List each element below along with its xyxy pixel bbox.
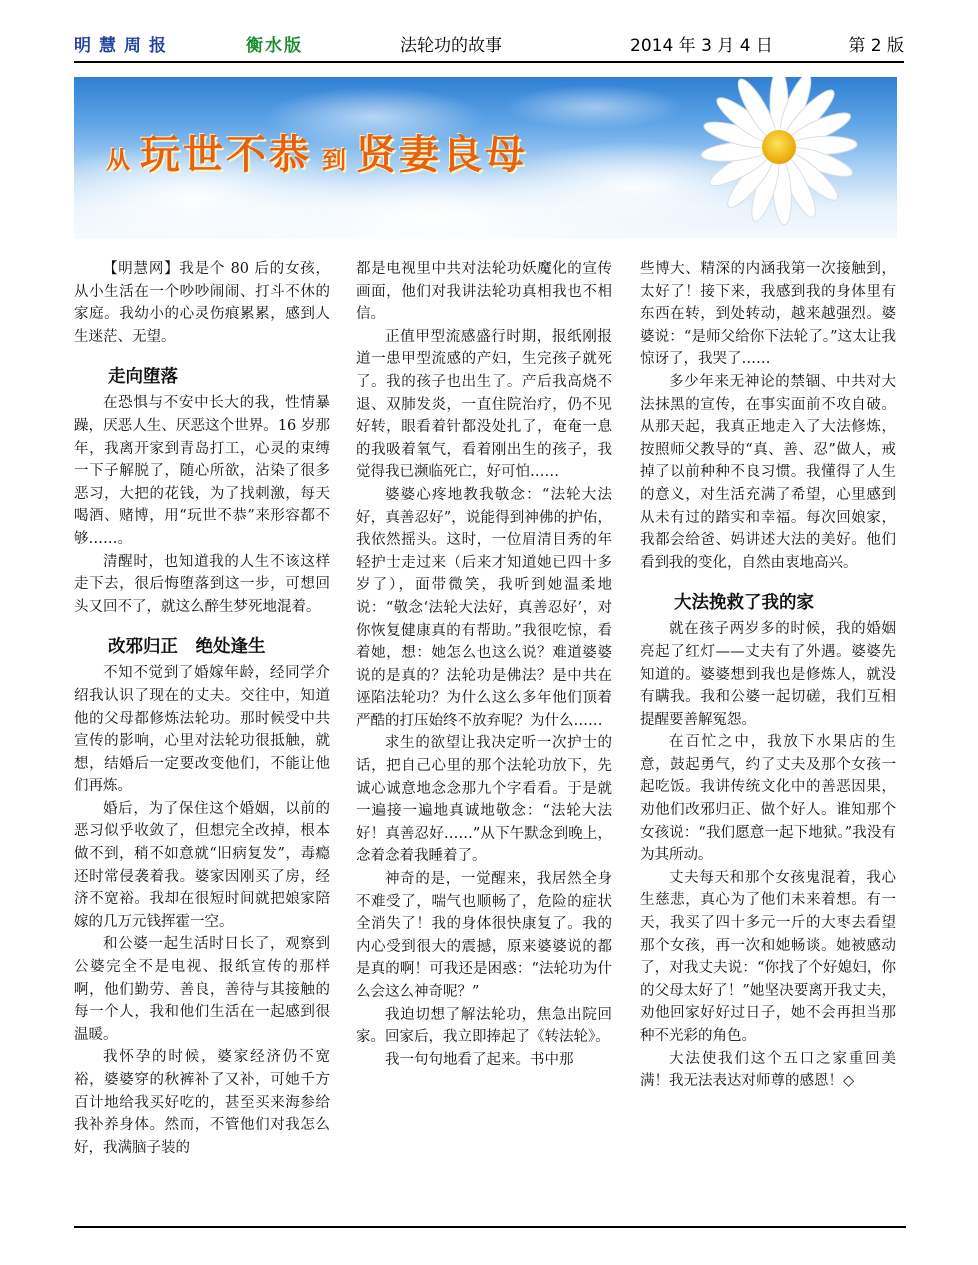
article-column-2 [356, 258, 612, 1071]
issue-date: 2014 年 3 月 4 日 [630, 36, 773, 56]
paragraph: 不知不觉到了婚嫁年龄，经同学介绍我认识了现在的丈夫。交往中，知道他的父母都修炼法轮功。那时候受中共宣传的影响，心里对法轮功很抵触，就想，结婚后一定要改变他们，不能让他们再炼。 [74, 665, 330, 795]
title-part-4: 贤妻良母 [356, 131, 528, 178]
intro-paragraph: 【明慧网】我是个 80 后的女孩，从小生活在一个吵吵闹闹、打斗不休的家庭。我幼小的心灵伤痕累累，感到人生迷茫、无望。 [74, 261, 330, 345]
paragraph: 丈夫每天和那个女孩鬼混着，我心生慈悲，真心为了他们未来着想。有一天，我买了四十多元一斤的大枣去看望那个女孩，再一次和她畅谈。她被感动了，对我丈夫说：“你找了个好媳妇，你的父母太好了！”她坚决要离开我丈夫，劝他回家好好过日子，她不会再担当那种不光彩的角色。 [640, 869, 896, 1044]
header-divider [74, 61, 904, 63]
paper-name: 明慧周报 [74, 36, 174, 56]
page-header [74, 34, 904, 60]
paragraph: 求生的欲望让我决定听一次护士的话，把自己心里的那个法轮功放下，先诚心诚意地念念那九个字看看。于是就一遍接一遍地真诚地敬念：“法轮大法好！真善忍好……”从下午默念到晚上，念着念着我睡着了。 [356, 735, 612, 865]
section-heading-fall: 走向堕落 [108, 367, 178, 388]
paragraph: 我一句句地看了起来。书中那 [385, 1051, 574, 1068]
article-banner [74, 77, 897, 239]
title-part-3: 到 [322, 145, 346, 174]
section-title: 法轮功的故事 [400, 36, 502, 56]
article-column-3 [640, 258, 896, 1093]
paragraph: 大法使我们这个五口之家重回美满！我无法表达对师尊的感恩！◇ [640, 1050, 896, 1090]
title-part-1: 从 [106, 145, 130, 174]
article-title [96, 123, 528, 180]
page-number: 第 2 版 [848, 36, 904, 56]
paragraph-continued: 都是电视里中共对法轮功妖魔化的宣传画面，他们对我讲法轮功真相我也不相信。 [356, 261, 612, 323]
section-heading-turnaround: 改邪归正 绝处逢生 [108, 637, 266, 658]
paragraph: 神奇的是，一觉醒来，我居然全身不难受了，喘气也顺畅了，危险的症状全消失了！我的身体很快康复了。我的内心受到很大的震撼，原来婆婆说的都是真的啊！可我还是困惑：“法轮功为什么会这么神奇呢？” [356, 871, 612, 1000]
paragraph: 就在孩子两岁多的时候，我的婚姻亮起了红灯——丈夫有了外遇。婆婆先知道的。婆婆想到我也是修炼人，就没有瞒我。我和公婆一起切磋，我们互相提醒要善解冤怨。 [640, 621, 896, 728]
paragraph: 婚后，为了保住这个婚姻，以前的恶习似乎收敛了，但想完全改掉，根本做不到，稍不如意就“旧病复发”，毒瘾还时常侵袭着我。婆家因刚买了房，经济不宽裕。我却在很短时间就把娘家陪嫁的几万元钱挥霍一空。 [74, 800, 330, 930]
paragraph: 正值甲型流感盛行时期，报纸刚报道一患甲型流感的产妇，生完孩子就死了。我的孩子也出生了。产后我高烧不退、双肺发炎，一直住院治疗，仍不见好转，眼看着针都没处扎了，奄奄一息的我吸着氧气，看着刚出生的孩子，我觉得我已濒临死亡，好可怕…… [356, 328, 612, 481]
title-part-2: 玩世不恭 [140, 131, 312, 178]
paragraph: 和公婆一起生活时日长了，观察到公婆完全不是电视、报纸宣传的那样啊，他们勤劳、善良，善待与其接触的每一个人，我和他们生活在一起感到很温暖。 [74, 936, 330, 1043]
paragraph: 在百忙之中，我放下水果店的生意，鼓起勇气，约了丈夫及那个女孩一起吃饭。我讲传统文化中的善恶因果，劝他们改邪归正、做个好人。谁知那个女孩说：“我们愿意一起下地狱。”我没有为其所动。 [640, 734, 896, 864]
section-heading-family-saved: 大法挽救了我的家 [674, 593, 814, 614]
paragraph: 我迫切想了解法轮功，焦急出院回家。回家后，我立即捧起了《转法轮》。 [356, 1006, 612, 1046]
paragraph-continued: 些博大、精深的内涵我第一次接触到，太好了！接下来，我感到我的身体里有东西在转，到处转动，越来越强烈。婆婆说：“是师父给你下法轮了。”这太让我惊讶了，我哭了…… [640, 261, 896, 368]
paragraph: 婆婆心疼地教我敬念：“法轮大法好，真善忍好”，说能得到神佛的护佑，我依然摇头。这时，一位眉清目秀的年轻护士走过来（后来才知道她已四十多岁了），面带微笑，我听到她温柔地说：“敬念‘法轮大法好，真善忍好’，对你恢复健康真的有帮助。”我很吃惊，看着她，想：她怎么也这么说？难道婆婆说的是真的？法轮功是佛法？是中共在诬陷法轮功？为什么这么多年他们顶着严酷的打压始终不放弃呢？为什么…… [356, 486, 612, 729]
paragraph: 多少年来无神论的禁锢、中共对大法抹黑的宣传，在事实面前不攻自破。从那天起，我真正地走入了大法修炼，按照师父教导的“真、善、忍”做人，戒掉了以前种种不良习惯。我懂得了人生的意义，对生活充满了希望，心里感到从未有过的踏实和幸福。每次回娘家，我都会给爸、妈讲述大法的美好。他们看到我的变化，自然由衷地高兴。 [640, 373, 896, 571]
footer-divider [74, 1226, 906, 1228]
article-column-1 [74, 258, 330, 1159]
paragraph: 清醒时，也知道我的人生不该这样走下去，很后悔堕落到这一步，可想回头又回不了，就这么醉生梦死地混着。 [74, 553, 330, 615]
edition-name: 衡水版 [246, 36, 303, 56]
paragraph: 在恐惧与不安中长大的我，性情暴躁，厌恶人生、厌恶这个世界。16 岁那年，我离开家到青岛打工，心灵的束缚一下子解脱了，随心所欲，沾染了很多恶习，大把的花钱，为了找刺激，每天喝酒、赌博，用“玩世不恭”来形容都不够……。 [74, 395, 330, 547]
paragraph: 我怀孕的时候，婆家经济仍不宽裕，婆婆穿的秋裤补了又补，可她千方百计地给我买好吃的，甚至买来海参给我补养身体。然而，不管他们对我怎么好，我满脑子装的 [74, 1049, 330, 1156]
